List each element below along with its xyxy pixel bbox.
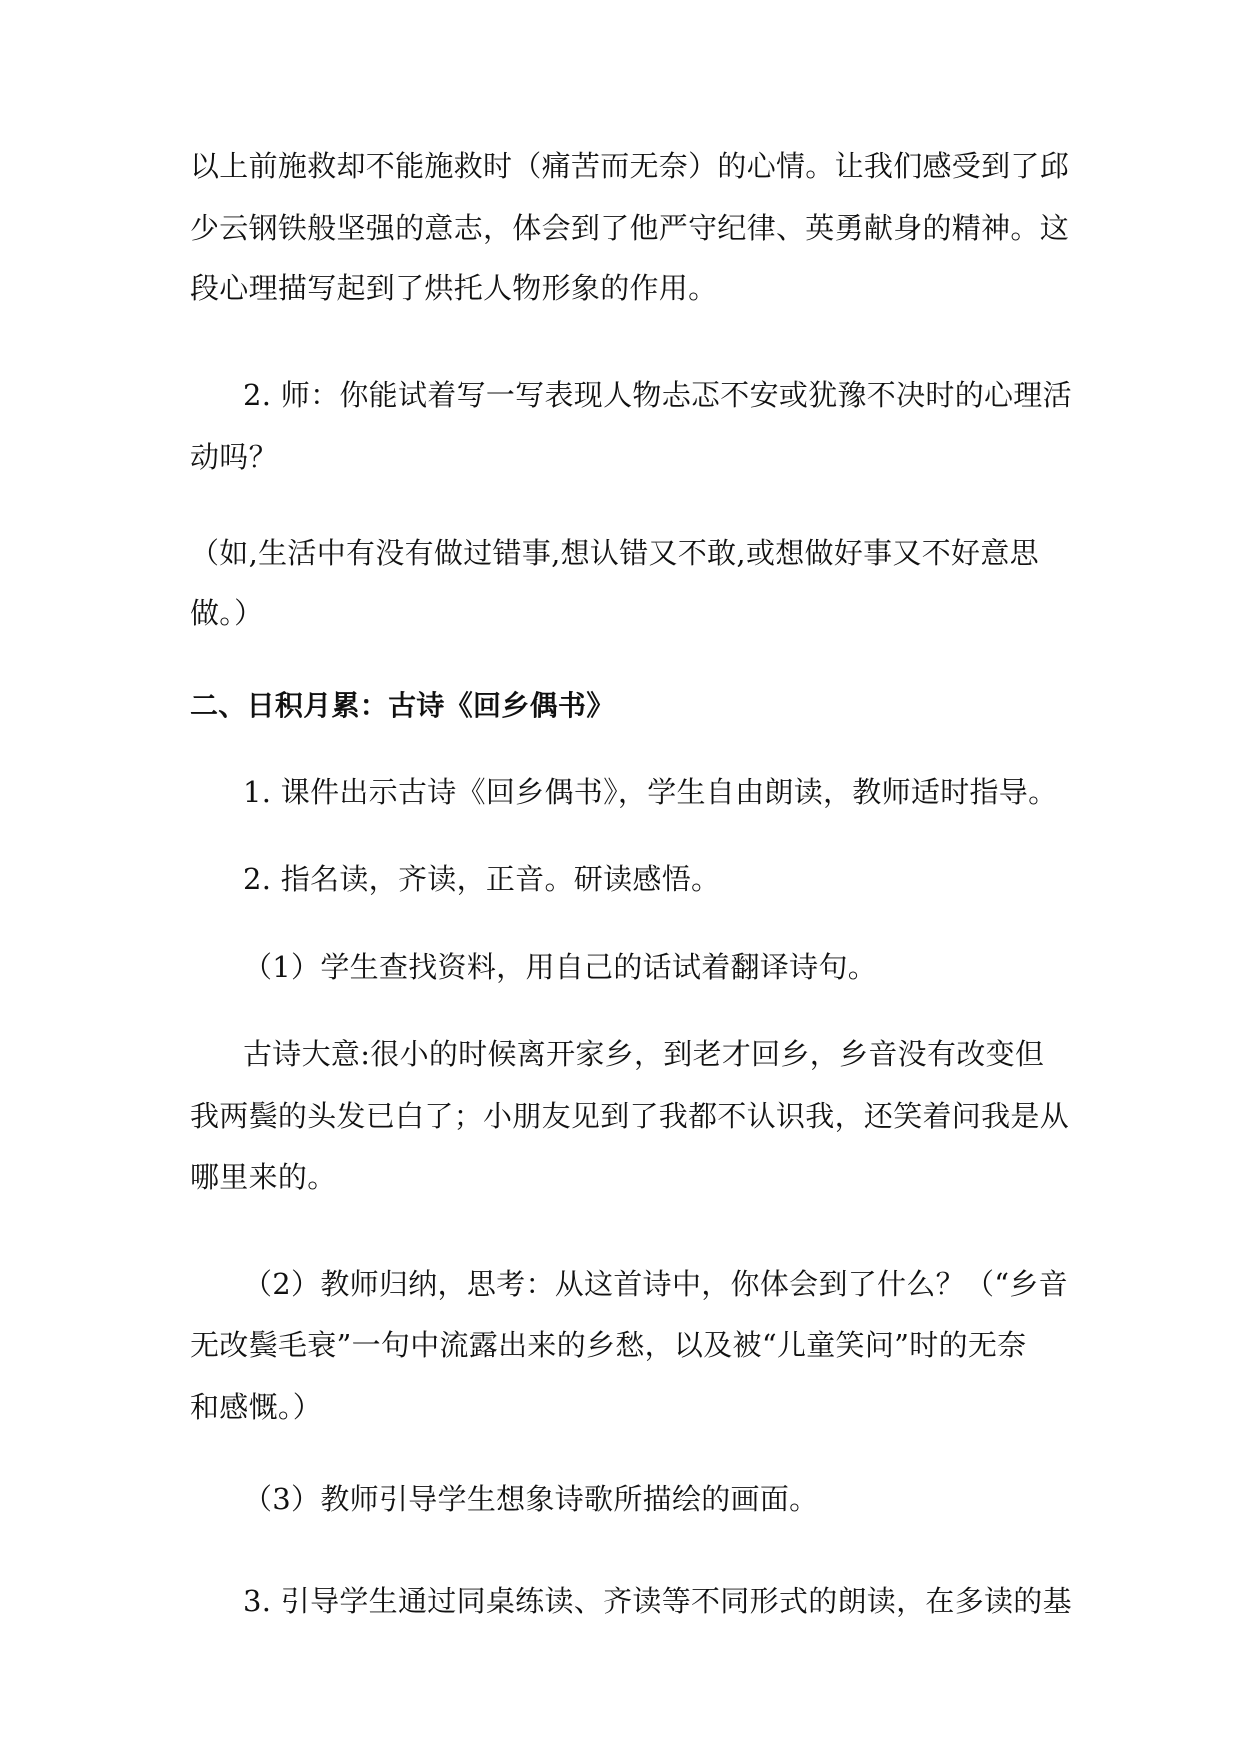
paragraph-line: （2）教师归纳，思考：从这首诗中，你体会到了什么？（“乡音	[243, 1267, 1068, 1301]
paragraph-line: 3. 引导学生通过同桌练读、齐读等不同形式的朗读，在多读的基	[243, 1584, 1072, 1618]
paragraph-line: 做。）	[190, 596, 264, 630]
paragraph-line: 动吗？	[190, 440, 278, 474]
paragraph-line: 2. 指名读，齐读，正音。研读感悟。	[243, 862, 721, 896]
paragraph-line: （如,生活中有没有做过错事,想认错又不敢,或想做好事又不好意思	[190, 536, 1039, 570]
paragraph-line: 哪里来的。	[190, 1160, 337, 1194]
section-heading: 二、日积月累：古诗《回乡偶书》	[190, 689, 615, 722]
paragraph-line: （1）学生查找资料，用自己的话试着翻译诗句。	[243, 950, 878, 984]
paragraph-line: 我两鬓的头发已白了；小朋友见到了我都不认识我，还笑着问我是从	[190, 1099, 1070, 1133]
paragraph-line: （3）教师引导学生想象诗歌所描绘的画面。	[243, 1482, 819, 1516]
paragraph-line: 少云钢铁般坚强的意志，体会到了他严守纪律、英勇献身的精神。这	[190, 211, 1070, 245]
paragraph-line: 无改鬓毛衰”一句中流露出来的乡愁，以及被“儿童笑问”时的无奈	[190, 1328, 1027, 1362]
paragraph-line: 古诗大意:很小的时候离开家乡，到老才回乡，乡音没有改变但	[243, 1037, 1045, 1071]
paragraph-line: 段心理描写起到了烘托人物形象的作用。	[190, 271, 718, 305]
paragraph-line: 以上前施救却不能施救时（痛苦而无奈）的心情。让我们感受到了邱	[190, 149, 1070, 183]
paragraph-line: 2. 师：你能试着写一写表现人物忐忑不安或犹豫不决时的心理活	[243, 378, 1072, 412]
paragraph-line: 1. 课件出示古诗《回乡偶书》，学生自由朗读，教师适时指导。	[243, 775, 1058, 809]
paragraph-line: 和感慨。）	[190, 1390, 323, 1424]
